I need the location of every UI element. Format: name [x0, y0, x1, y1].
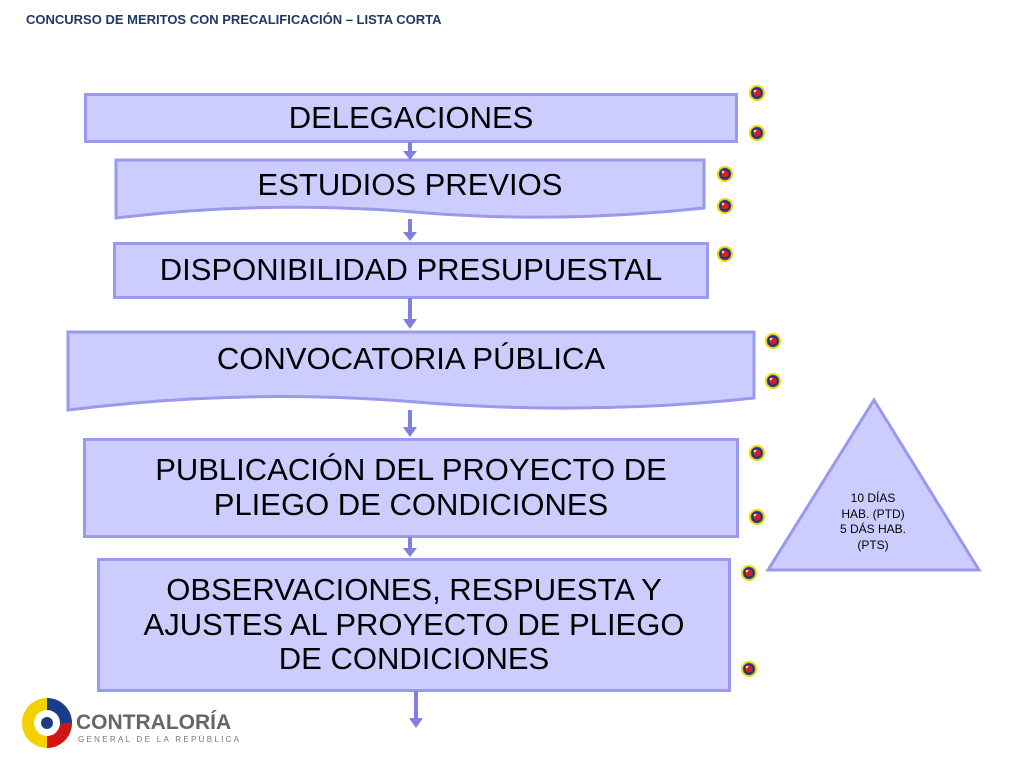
term-line-4: (PTS) [857, 537, 889, 552]
term-line-3: 5 DÁS HAB. [839, 522, 907, 537]
arrow-down-icon [400, 219, 420, 243]
bullet-icon [748, 84, 766, 102]
contraloria-logo [18, 696, 242, 754]
bullet-icon [764, 332, 782, 350]
contraloria-emblem-icon [18, 696, 242, 754]
step-estudios-previos [114, 158, 706, 220]
bullet-icon [740, 660, 758, 678]
term-line-2: HAB. (PTD) [841, 506, 905, 521]
bullet-icon [748, 124, 766, 142]
arrow-down-icon [400, 142, 420, 162]
bullet-icon [740, 564, 758, 582]
step-publicacion-proyecto-pliego [83, 438, 739, 538]
step-delegaciones [84, 93, 738, 143]
term-line-1: 10 DÍAS [850, 491, 896, 505]
bullet-icon [716, 197, 734, 215]
bullet-icon [716, 245, 734, 263]
arrow-down-icon [400, 298, 420, 330]
arrow-down-icon [400, 537, 420, 559]
step-label: CONVOCATORIA PÚBLICA [216, 340, 606, 376]
step-disponibilidad-presupuestal [113, 242, 709, 299]
step-label: DISPONIBILIDAD PRESUPUESTAL [159, 252, 663, 288]
term-note [818, 491, 928, 553]
bullet-icon [764, 372, 782, 390]
step-observaciones-ajustes [97, 558, 731, 692]
page-title: CONCURSO DE MERITOS CON PRECALIFICACIÓN – LISTA CORTA [26, 12, 442, 27]
arrow-down-icon [400, 410, 420, 438]
step-label-line-1: PUBLICACIÓN DEL PROYECTO DE [155, 452, 667, 488]
step-label-line-1: OBSERVACIONES, RESPUESTA Y [166, 571, 662, 607]
arrow-down-icon [406, 691, 426, 729]
svg-text:GENERAL DE LA REPÚBLICA: GENERAL DE LA REPÚBLICA [78, 735, 242, 744]
step-label: DELEGACIONES [288, 99, 534, 135]
step-label-line-2: AJUSTES AL PROYECTO DE PLIEGO [143, 606, 685, 642]
step-label-line-3: DE CONDICIONES [278, 641, 550, 677]
step-convocatoria-publica [66, 330, 756, 414]
svg-text:CONTRALORÍA: CONTRALORÍA [76, 711, 232, 734]
bullet-icon [716, 165, 734, 183]
step-label-line-2: PLIEGO DE CONDICIONES [213, 487, 609, 522]
step-label: ESTUDIOS PREVIOS [257, 166, 563, 202]
